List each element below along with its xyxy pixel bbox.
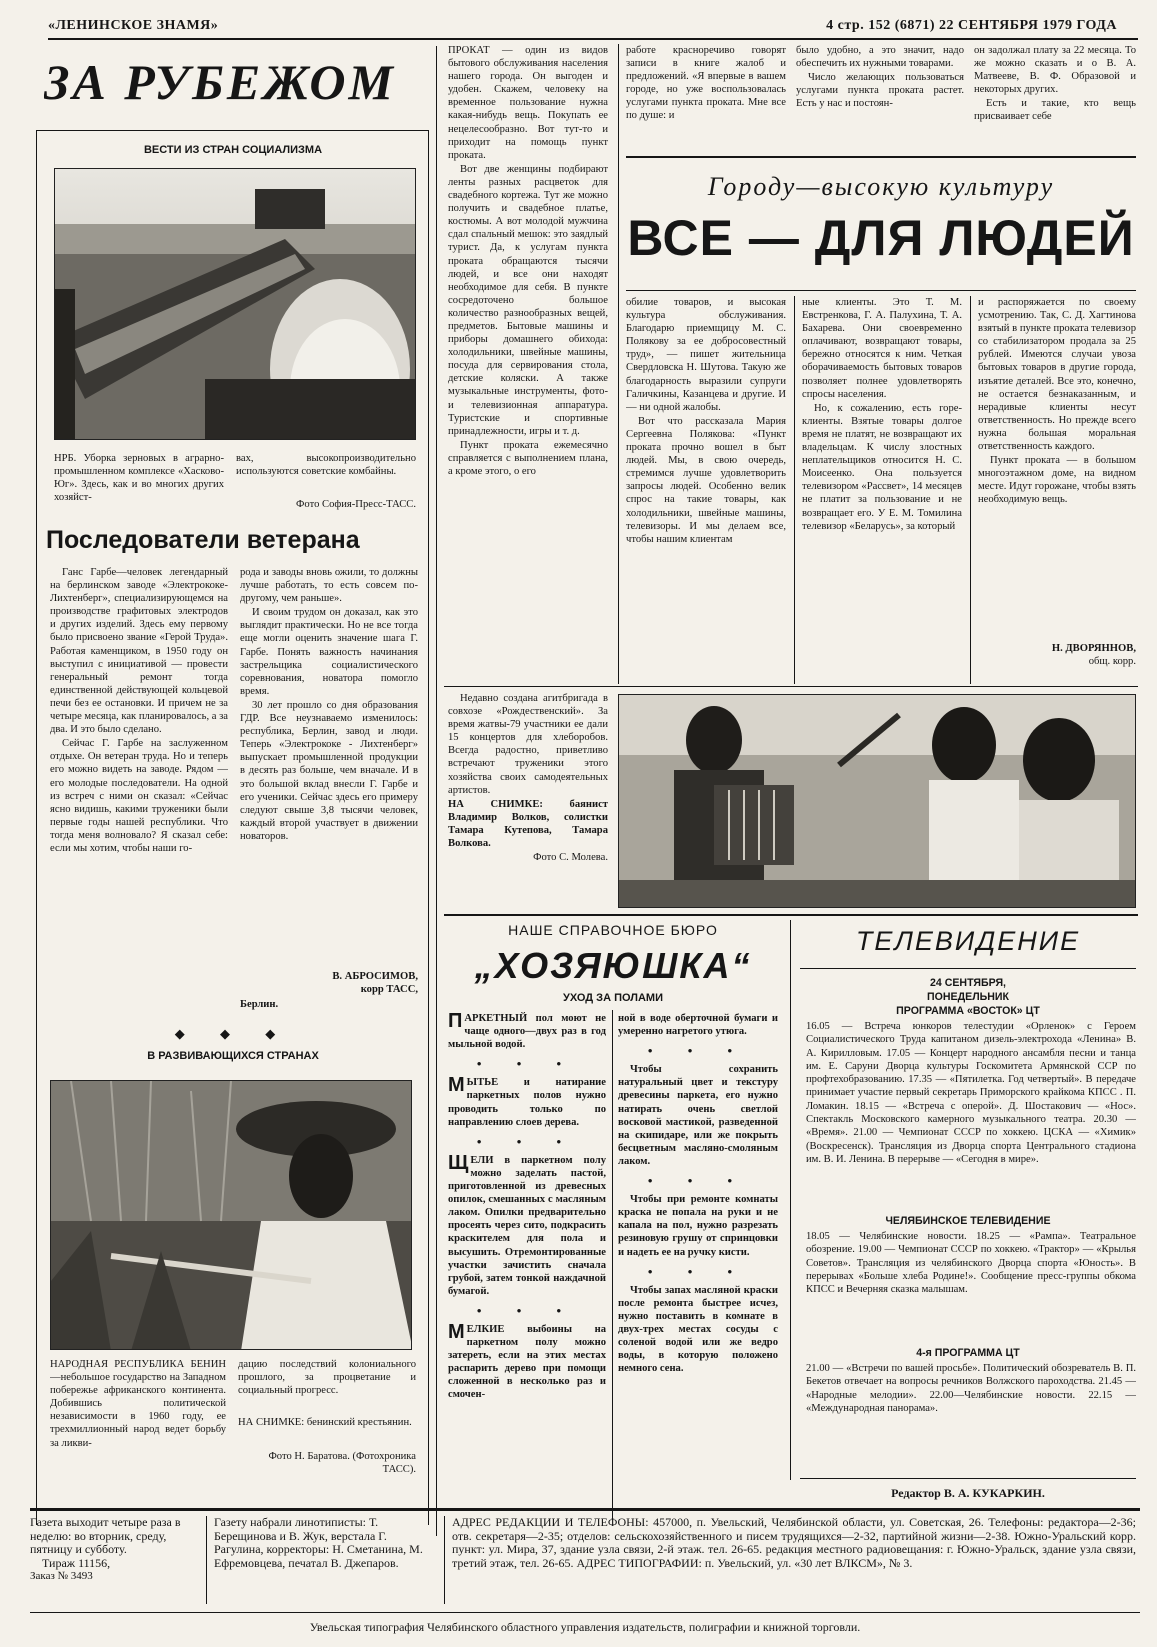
photo1-caption-text-b: вах, высокопроизводительно используются советские комбайны. — [236, 453, 416, 478]
tv-date: 24 СЕНТЯБРЯ, — [929, 977, 1006, 989]
veteran-para-4: И своим трудом он доказал, как это выглядит практически. Но не все тогда еще могли оценить значение шага Г. Гарбе. Понять важность начинания застрельщика социалистического соревнования, новатора помогло время. — [240, 607, 418, 697]
rental-lower-para-4: Но, к сожалению, есть горе-клиенты. Взятые товары долгое время не платят, не возвращают их владельцам. К числу злостных неплательщиков относится Н. С. Моисеенко. Она пользуется телевизором «Рассвет», 14 месяцев не платит за пользование и не возвращает его. У Е. М. Томилина телевизор «Беларусь», за который — [802, 402, 962, 532]
rental-lower-col3 — [978, 296, 1136, 636]
rental-rubric: Городу—высокую культуру — [707, 172, 1055, 201]
abroad-title-rule — [36, 130, 428, 131]
tv-program-chelyabinsk: ЧЕЛЯБИНСКОЕ ТЕЛЕВИДЕНИЕ — [885, 1215, 1051, 1227]
footer-divider-2 — [444, 1516, 445, 1604]
footer-rule-top — [30, 1508, 1140, 1511]
household-dots-6: • • • — [647, 1263, 749, 1279]
veteran-para-3: рода и заводы вновь ожили, то должны лучше работать, то есть совсем по-другому, чем раньше». — [240, 567, 418, 605]
tv-bottom-rule — [800, 1478, 1136, 1479]
harvest-photo — [54, 168, 416, 440]
photo2-caption-text-a: НАРОДНАЯ РЕСПУБЛИКА БЕНИН —небольшое государство на Западном побережье африканского континента. Добившись политической независимости в 1960 году, ее трехмиллионный народ ведет борьбу за ликви- — [50, 1359, 226, 1449]
newspaper-name: «ЛЕНИНСКОЕ ЗНАМЯ» — [48, 18, 219, 33]
masthead-rule — [48, 38, 1138, 40]
rental-para-1: ПРОКАТ — один из видов бытового обслуживания населения нашего города. Он выгоден и удобен. Скажем, человеку на временное пользование нужна какая-нибудь вещь. Покупать ее нецелесообразно. Вот тут-то и приходит на помощь пункт проката. — [448, 45, 608, 161]
rental-header-rule-top — [626, 156, 1136, 158]
footer-order: Заказ № 3493 — [30, 1570, 93, 1582]
veteran-article-col1 — [50, 566, 228, 1006]
household-tip-6: Чтобы сохранить натуральный цвет и текстуру древесины паркета, его нужно натирать очень светлой восковой мастикой, разведенной на скипидаре, или же покрыть бесцветным масляно-смоляным лаком. — [618, 1064, 778, 1167]
rental-col1 — [448, 44, 608, 684]
tv-program-vostok-text: 16.05 — Встреча юнкоров телестудии «Орленок» с Героем Социалистического Труда капитаном дизель-электрохода «Ленина» В. А. Кирилловым. 17.05 — Концерт народного ансамбля песни и танца им. Е. Саруни Дворца культуры Госкомитета Армянской ССР по профтехобразованию. 17.35 — «Пятилетка. Год четвертый». В передаче принимает участие первый секретарь Приморского крайкома КПСС . П. Ломакин. 18.15 — «Встреча с оперой». Д. Шостакович — «Нос». Спектакль Московского камерного музыкального театра. 20.30 — «Время». 21.00 — Чемпионат СССР по хоккею. ЦСКА — «Химик» (Воскресенск). Трансляция из Дворца спорта Центрального стадиона им. В. И. Ленина. В перерыве — «Сегодня в мире». — [806, 1021, 1136, 1165]
veteran-author: В. АБРОСИМОВ, — [332, 971, 418, 982]
household-dots-2: • • • — [476, 1133, 578, 1149]
rental-divider-2 — [794, 296, 795, 684]
photo2-credit: Фото Н. Баратова. (Фотохроника ТАСС). — [268, 1451, 416, 1476]
musicians-image — [619, 695, 1136, 908]
veteran-author-org: корр ТАСС, — [360, 984, 418, 996]
agitbrigade-bottom-rule — [444, 914, 1138, 916]
household-dots-3: • • • — [476, 1302, 578, 1318]
tv-program-4: 4-я ПРОГРАММА ЦТ — [916, 1347, 1020, 1359]
veteran-city: Берлин. — [240, 999, 279, 1010]
photo2-caption-cont — [238, 1358, 416, 1410]
household-dots-5: • • • — [647, 1173, 749, 1189]
tv-program-vostok: ПРОГРАММА «ВОСТОК» ЦТ — [896, 1005, 1040, 1017]
agitbrigade-caption: НА СНИМКЕ: баянист Владимир Волков, солистки Тамара Кутепова, Тамара Волкова. — [448, 798, 608, 850]
photo1-caption — [54, 452, 224, 518]
photo2-caption — [50, 1358, 226, 1482]
rental-headline: ВСЕ — ДЛЯ ЛЮДЕЙ — [627, 210, 1135, 266]
tv-day: ПОНЕДЕЛЬНИК — [927, 991, 1009, 1003]
rental-col2 — [626, 44, 786, 154]
rental-author: Н. ДВОРЯННОВ, — [1051, 643, 1136, 654]
household-dots-4: • • • — [647, 1043, 749, 1059]
rental-col2-text: работе красноречиво говорят записи в книге жалоб и предложений. «Я впервые в вашем городе, но уже воспользовалась услугами пункта проката. Мне все по душе: и — [626, 45, 786, 122]
tv-program-4-text: 21.00 — «Встречи по вашей просьбе». Политический обозреватель В. П. Бекетов отвечает на вопросы речников Волжского пароходства. 21.45 — «Народные мелодии». 22.00—Челябинские новости. 22.15 — «Международная панорама». — [806, 1363, 1136, 1414]
rental-para-2: Вот две женщины подбирают ленты разных расцветок для свадебного кортежа. Тут же можно получить и свадебное платье, костюмы. А вот молодой мужчина сдал спальный мешок: это заядлый турист. Да, к услугам пункта проката обращаются тысячи людей, и все они находят необходимое для себя. В пункте сосредоточено большое количество разнообразных вещей, предметов. Бытовые машины и приборы домашнего обихода: холодильники, швейные машины, посуда для сервирования стола, детские коляски. А также музыкальные инструменты, фото- и телевизионная аппаратура. Туристские и спортивные принадлежности, игры и т. д. — [448, 163, 608, 437]
household-tip-3-text: ЕЛИ в паркетном полу можно заделать пастой, приготовленной из древесных опилок, смешанных с масляным лаком. Опилки предварительно просеять через сито, подкрасить краскителем для пола и высушить. Отремонтированные участки зачистить сначала грубой, затем тонкой наждачной бумагой. — [448, 1154, 606, 1297]
dropcap-1: П — [448, 1012, 463, 1032]
veteran-byline — [240, 970, 418, 996]
rental-col4 — [974, 44, 1136, 154]
photo2-on-picture: НА СНИМКЕ: бенинский крестьянин. — [238, 1417, 412, 1428]
editor-line: Редактор В. А. КУКАРКИН. — [891, 1486, 1045, 1500]
agitbrigade-body: Недавно создана агитбригада в совхозе «Рождественский». За время жатвы-79 участники ее дали 15 концертов для хлеборобов. Всегда радостно, приветливо встречают труженики этого хозяйства своих самодеятельных артистов. — [448, 693, 608, 796]
abroad-frame-left — [36, 130, 37, 1525]
footer-rule-bottom — [30, 1612, 1140, 1613]
veteran-para-1: Ганс Гарбе—человек легендарный на берлинском заводе «Электрококе-Лихтенберг», специализирующемся на производстве графитовых электродов и других изделий. Здесь ему первому было присвоено звание «Герой Труда». Работая каменщиком, в 1950 году он выступил с инициативой — провести генеральный ремонт тогда единственной действующей кольцевой печи без ее остановки. И причем не за четыре месяца, как планировалось, а за два. И это было сделано. — [50, 567, 228, 736]
rental-para-3: Пункт проката ежемесячно справляется с выполнением плана, а кроме этого, о его — [448, 439, 608, 477]
abroad-section-title — [44, 52, 424, 122]
household-tip-1 — [448, 1012, 606, 1051]
kicker-developing: В РАЗВИВАЮЩИХСЯ СТРАНАХ — [147, 1050, 319, 1062]
household-tip-7: Чтобы при ремонте комнаты краска не попала на руки и не капала на пол, нужно разрезать резиновую грушу от спринцовки и надеть ее на ручку кисти. — [618, 1194, 778, 1258]
tv-title: ТЕЛЕВИДЕНИЕ — [855, 926, 1081, 956]
dropcap-2: М — [448, 1074, 465, 1097]
dropcap-3: Щ — [448, 1151, 469, 1174]
photo1-caption-cont — [236, 452, 416, 492]
household-tip-4-text: ЕЛКИЕ выбоины на паркетном полу можно затереть, если на этих местах распарить дерево при помощи сложенной в несколько раз и смочен- — [448, 1323, 606, 1401]
household-subtitle: УХОД ЗА ПОЛАМИ — [562, 992, 663, 1004]
footer-address: АДРЕС РЕДАКЦИИ И ТЕЛЕФОНЫ: 457000, п. Увельский, Челябинской области, ул. Советская, 26. Телефоны: редактора—2-36; отв. секретаря—2-35; отделов: сельскохозяйственного и писем трудящихся—2-32, партийной жизни—2-38. Южно-Уральский корр. пункт: ул. Мира, 37, здание узла связи, 2-й этаж. тел. 26-65. редакция местного радиовещания: г. Южно-Уральск, здание узла связи, третий этаж, тел. 26-65. АДРЕС ТИПОГРАФИИ: п. Увельский, ул. «30 лет ВЛКСМ», № 3. — [452, 1516, 1136, 1570]
kicker-socialism: ВЕСТИ ИЗ СТРАН СОЦИАЛИЗМА — [143, 144, 323, 156]
issue-line: 4 стр. 152 (6871) 22 СЕНТЯБРЯ 1979 ГОДА — [826, 18, 1117, 33]
agitbrigade-credit: Фото С. Молева. — [533, 852, 608, 864]
dropcap-4: М — [448, 1320, 465, 1343]
footer-printer: Увельская типография Челябинского областного управления издательств, полиграфии и книжной торговли. — [309, 1620, 861, 1634]
rental-col3-text-b: Число желающих пользоваться услугами пункта проката растет. Есть у нас и постоян- — [796, 72, 964, 110]
household-rubric: НАШЕ СПРАВОЧНОЕ БЮРО — [508, 922, 718, 938]
rental-lower-para-6: Пункт проката — в большом многоэтажном доме, на видном месте. Идут горожане, чтобы взять необходимую вещь. — [978, 455, 1136, 506]
rental-author-role: общ. корр. — [1088, 656, 1136, 668]
tv-title-rule — [800, 968, 1136, 969]
rental-lower-para-1: обилие товаров, и высокая культура обслуживания. Благодарю приемщицу М. С. Полякову за ее добросовестный труд», — пишет жительница Свердловска Н. Шутова. Такую же благодарность выразили супруги Галичкины, Казанцева и другие. И — ни одной жалобы. — [626, 297, 786, 413]
rental-divider-3 — [970, 296, 971, 684]
photo1-credit: Фото София-Пресс-ТАСС. — [296, 499, 416, 510]
veteran-para-2: Сейчас Г. Гарбе на заслуженном отдыхе. Он ветеран труда. Но и теперь его можно видеть на заводе. Рядом — его молодые последователи. На одной из встреч с ними он сказал: «Сейчас ясно видишь, какими труженики были первые годы нашей республики. Что тогда меня волновало? Я сказал себе: если мы хотим, чтобы наши го- — [50, 738, 228, 854]
agitbrigade-photo — [618, 694, 1136, 908]
abroad-frame-right — [428, 130, 429, 1525]
abroad-title-text: ЗА РУБЕЖОМ — [44, 54, 396, 110]
household-tip-5: ной в воде оберточной бумаги и умеренно нагретого утюга. — [618, 1013, 778, 1038]
rental-header-rule-bottom — [626, 290, 1136, 291]
column-divider-left — [436, 46, 437, 1536]
household-tip-3 — [448, 1151, 606, 1298]
benin-farmer-photo — [50, 1080, 412, 1350]
footer-circulation: Тираж 11156, — [42, 1555, 111, 1570]
household-tip-1-text: АРКЕТНЫЙ пол моют не чаще одного—двух раз в год мыльной водой. — [448, 1013, 606, 1051]
masthead — [48, 14, 1117, 38]
veteran-article-col2 — [240, 566, 418, 966]
household-dots-1: • • • — [476, 1056, 578, 1072]
household-col2 — [618, 1012, 778, 1520]
rental-lower-para-2: Вот что рассказала Мария Сергеевна Полякова: «Пункт проката прочно вошел в быт людей. Мы, в свою очередь, стремимся лучше удовлетворить запросы людей. Особенно велик спрос на такие товары, как холодильники, швейные машины, телевизоры. И мы делаем все, чтобы нашим клиентам — [626, 415, 786, 545]
rental-lower-para-5: и распоряжается по своему усмотрению. Так, С. Д. Хагтинова взятый в пункте проката телевизор со стабилизатором продала за 25 рублей. Имеются случаи увоза бытовых товаров в другие города, изъятие деталей. Все это, конечно, не остается безнаказанным, и нерадивые клиенты несут ответственность. Но прежде всего нужна большая моральная ответственность каждого. — [978, 297, 1136, 453]
household-col1 — [448, 1012, 606, 1520]
household-tip-4 — [448, 1320, 606, 1402]
photo2-caption-text-b: дацию последствий колониального прошлого, за процветание и социальный прогресс. — [238, 1359, 416, 1397]
rental-col4-text-b: Есть и такие, кто вещь присваивает себе — [974, 98, 1136, 123]
footer-staff: Газету набрали линотиписты: Т. Берещинова и В. Жук, верстала Г. Рагулина, корректоры: Н. Сметанина, М. Ефремовцева, печатал В. Джепаров. — [214, 1516, 423, 1570]
separator-dots: ◆ ◆ ◆ — [174, 1026, 292, 1041]
rental-col3-text: было удобно, а это значит, надо обеспечить их нужными товарами. — [796, 45, 964, 70]
household-tip-2-text: ЫТЬЕ и натирание паркетных полов нужно проводить только по направлению слоев дерева. — [448, 1077, 606, 1128]
veteran-headline: Последователи ветерана — [46, 526, 360, 554]
tv-program-chelyabinsk-text: 18.05 — Челябинские новости. 18.25 — «Рампа». Театральное обозрение. 19.00 — Чемпионат СССР по хоккею. «Трактор» — «Крылья Советов». Трансляция из челябинского Дворца спорта «Юность». В перерывах «Больше хлеба Родине!». Сообщение пресс-группы обкома КПСС и Вечерняя сказка малышам. — [806, 1231, 1136, 1296]
footer-schedule — [30, 1516, 198, 1608]
rental-divider-1 — [618, 44, 619, 684]
household-divider — [612, 1010, 613, 1520]
rental-lower-para-3: ные клиенты. Это Т. М. Евстренкова, Г. А. Палухина, Т. А. Бахарева. Они своевременно оплачивают, возвращают товары, бережно относятся к ним. Четкая оборачиваемость бытовых товаров позволяет полнее удовлетворять спросы населения. — [802, 297, 962, 400]
rental-col4-text: он задолжал плату за 22 месяца. То же можно сказать и о В. А. Матвееве, В. Ф. Образовой и некоторых других. — [974, 45, 1136, 96]
agitbrigade-text — [448, 692, 608, 902]
household-tip-8: Чтобы запах масляной краски после ремонта быстрее исчез, нужно поставить в комнате в двух-трех местах сосуды с соленой водой или же ведро воды, в которую положено немного сена. — [618, 1284, 778, 1375]
rental-lower-col2 — [802, 296, 962, 684]
footer-schedule-text: Газета выходит четыре раза в неделю: во вторник, среду, пятницу и субботу. — [30, 1516, 181, 1556]
rental-bottom-rule — [444, 686, 1138, 687]
rental-byline — [978, 642, 1136, 668]
farmer-image — [51, 1081, 412, 1350]
rental-col3 — [796, 44, 964, 154]
combine-harvester-image — [55, 169, 416, 440]
veteran-para-5: 30 лет прошло со дня образования ГДР. Все неузнаваемо изменилось: республика, Берлин, завод и люди. Теперь «Электрококе - Лихтенберг» выпускает промышленной продукции в десять раз больше, чем вначале. И в это большой вклад внесли Г. Гарбе и его ученики. Сейчас здесь его примеру следуют свыше 3,8 тысячи человек, каждый второй участвует в движении новаторов. — [240, 699, 418, 842]
household-title: „ХОЗЯЮШКА“ — [474, 945, 752, 986]
household-tip-2 — [448, 1076, 606, 1128]
footer-divider-1 — [206, 1516, 207, 1604]
tv-divider — [790, 920, 791, 1480]
photo1-caption-text-a: НРБ. Уборка зерновых в аграрно-промышленном комплексе «Хасково-Юг». Здесь, как и во многих других хозяйст- — [54, 453, 224, 504]
rental-lower-col1 — [626, 296, 786, 684]
